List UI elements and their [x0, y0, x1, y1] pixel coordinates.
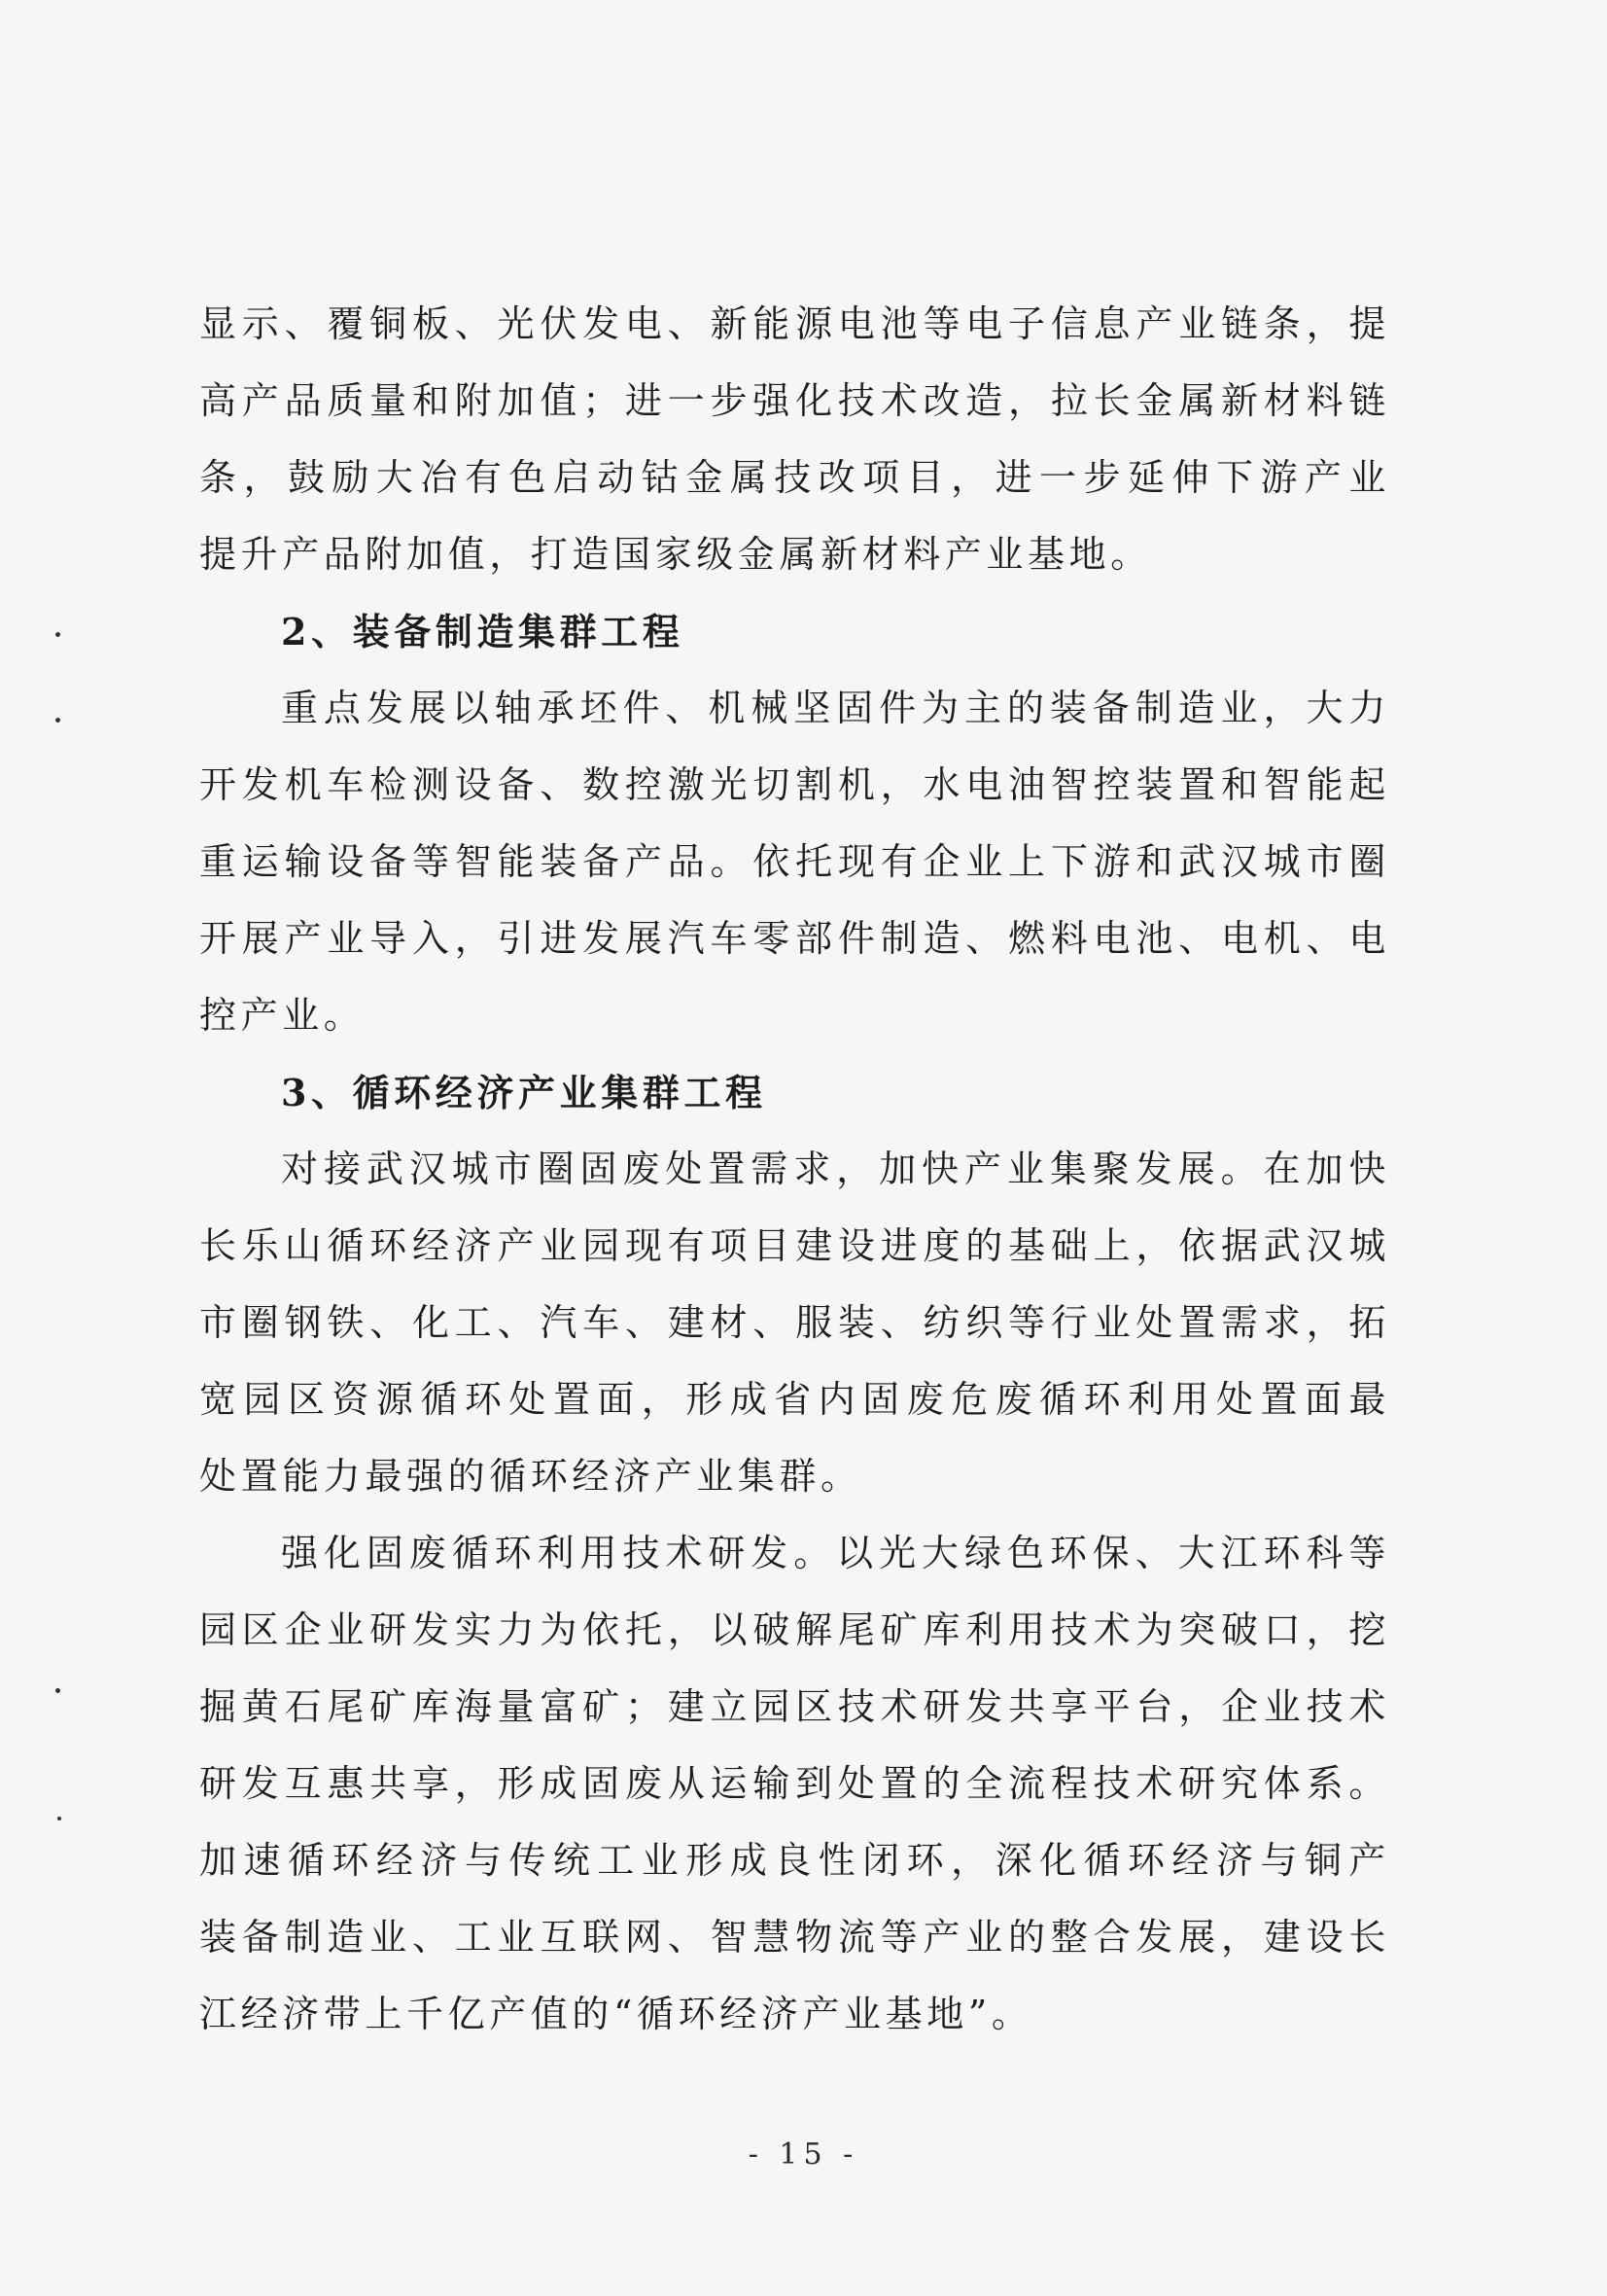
paragraph-line: 条，鼓励大冶有色启动钴金属技改项目，进一步延伸下游产业 [199, 456, 1390, 499]
paragraph-line: 开展产业导入，引进发展汽车零部件制造、燃料电池、电机、电 [199, 917, 1390, 960]
document-body [199, 286, 1390, 2053]
binding-hole-mark [55, 1688, 60, 1693]
binding-hole-mark [55, 632, 60, 637]
paragraph-line: 园区企业研发实力为依托，以破解尾矿库利用技术为突破口，挖 [199, 1608, 1390, 1651]
paragraph-line: 掘黄石尾矿库海量富矿；建立园区技术研发共享平台，企业技术 [199, 1685, 1390, 1728]
paragraph-line: 重运输设备等智能装备产品。依托现有企业上下游和武汉城市圈 [199, 840, 1390, 883]
paragraph-line: 重点发展以轴承坯件、机械坚固件为主的装备制造业，大力 [281, 687, 1390, 729]
section-heading-equipment: 2、装备制造集群工程 [281, 610, 684, 653]
paragraph-line: 江经济带上千亿产值的“循环经济产业基地”。 [199, 1993, 1033, 2035]
paragraph-line: 装备制造业、工业互联网、智慧物流等产业的整合发展，建设长 [199, 1916, 1390, 1959]
paragraph-line: 长乐山循环经济产业园现有项目建设进度的基础上，依据武汉城 [199, 1224, 1390, 1267]
paragraph-line: 处置能力最强的循环经济产业集群。 [199, 1455, 862, 1498]
paragraph-line: 高产品质量和附加值；进一步强化技术改造，拉长金属新材料链 [199, 379, 1390, 422]
binding-hole-mark [57, 1817, 61, 1820]
page-number: - 15 - [748, 2137, 859, 2172]
paragraph-line: 开发机车检测设备、数控激光切割机，水电油智控装置和智能起 [199, 763, 1390, 806]
paragraph-line: 宽园区资源循环处置面，形成省内固废危废循环利用处置面最 [199, 1378, 1390, 1421]
binding-hole-mark [55, 718, 60, 723]
paragraph-line: 研发互惠共享，形成固废从运输到处置的全流程技术研究体系。 [199, 1762, 1390, 1805]
paragraph-line: 加速循环经济与传统工业形成良性闭环，深化循环经济与铜产 [199, 1839, 1390, 1882]
paragraph-line: 对接武汉城市圈固废处置需求，加快产业集聚发展。在加快 [281, 1148, 1390, 1190]
paragraph-line: 强化固废循环利用技术研发。以光大绿色环保、大江环科等 [281, 1532, 1390, 1574]
section-heading-circular-economy: 3、循环经济产业集群工程 [281, 1071, 767, 1114]
paragraph-line: 显示、覆铜板、光伏发电、新能源电池等电子信息产业链条，提 [199, 302, 1390, 345]
paragraph-line: 提升产品附加值，打造国家级金属新材料产业基地。 [199, 533, 1152, 576]
paragraph-line: 市圈钢铁、化工、汽车、建材、服装、纺织等行业处置需求，拓 [199, 1301, 1390, 1344]
paragraph-line: 控产业。 [199, 994, 366, 1037]
